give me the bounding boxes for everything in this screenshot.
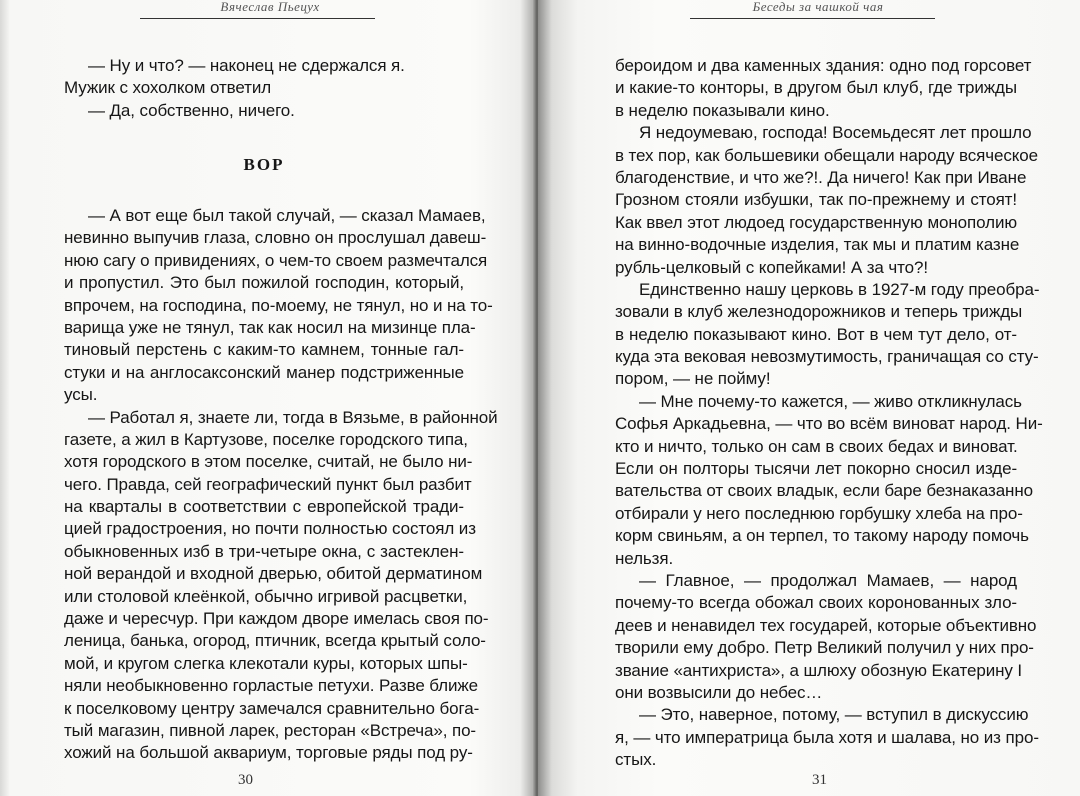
text-line: — Это, наверное, потому, — вступил в дискуссию (639, 705, 1029, 725)
left-body-text (64, 205, 498, 765)
text-line: леница, банька, огород, птичник, всегда крытый соло- (64, 631, 486, 651)
text-line: ной верандой и входной дверью, обитой дерматином (64, 564, 483, 584)
text-line: Как ввел этот людоед государственную монополию (615, 212, 1017, 232)
text-line: невинно выпучив глаза, словно он прослушал давеш- (64, 228, 487, 248)
text-line: благоденствие, и что же?!. Да ничего! Как при Иване (615, 167, 1027, 187)
text-line: усы. (64, 385, 98, 405)
text-line: рубль-целковый с копейками! А за что?! (615, 257, 928, 277)
text-line: тиновый перстень с каким-то камнем, тонные гал- (64, 340, 464, 360)
text-line: кто и ничто, только он сам в своих бедах и виноват. (615, 436, 1018, 456)
text-line: Если он полторы тысячи лет покорно сносил изде- (615, 459, 1017, 479)
text-line: они возвысили до небес… (615, 682, 823, 702)
header-rule-right (690, 18, 935, 19)
text-line: Я недоумеваю, господа! Восемьдесят лет прошло (639, 123, 1032, 143)
text-line: Софья Аркадьевна, — что во всём виноват народ. Ни- (615, 414, 1043, 434)
text-line: деев и ненавидел тех государей, которые объективно (615, 615, 1037, 635)
text-line: впрочем, на господина, по-моему, не тянул, но и на то- (64, 295, 493, 315)
text-line: тый магазин, пивной ларек, ресторан «Встреча», по- (64, 720, 476, 740)
text-line: стуки и на англосаксонский манер подстриженные (64, 362, 464, 382)
text-line: газете, а жил в Картузове, поселке городского типа, (64, 429, 468, 449)
text-line: — Да, собственно, ничего. (88, 100, 295, 120)
text-line: нюю сагу о привидениях, о чем-то своем размечтался (64, 250, 488, 270)
text-line: я, — что императрица была хотя и шалава, но из про- (615, 727, 1039, 747)
text-line: пором, — не пойму! (615, 369, 771, 389)
text-line: в неделю показывали кино. (615, 100, 830, 120)
text-line: и какие-то конторы, в другом был клуб, где трижды (615, 78, 1017, 98)
running-head-left: Вячеслав Пьецух (220, 0, 320, 14)
right-page (538, 0, 1080, 796)
text-line: Единственно нашу церковь в 1927-м году преобра- (639, 279, 1040, 299)
text-line: нельзя. (615, 548, 674, 568)
text-line: стых. (615, 750, 657, 770)
text-line: или столовой клеёнкой, обычно игривой расцветки, (64, 586, 468, 606)
text-line: цией градостроения, но почти полностью состоял из (64, 519, 476, 539)
text-line: почему-то всегда обожал своих коронованных зло- (615, 593, 1017, 613)
text-line: обыкновенных изб в три-четыре окна, с застеклен- (64, 541, 464, 561)
text-line: варища уже не тянул, так как носил на мизинце пла- (64, 317, 476, 337)
text-line: — Ну и что? — наконец не сдержался я. (88, 56, 405, 75)
text-line: отбирали у него последнюю горбушку хлеба на про- (615, 503, 1023, 523)
text-line: даже и чересчур. При каждом дворе имелась своя по- (64, 609, 489, 629)
text-line: Грозном стояли избушки, так по-прежнему и стоят! (615, 190, 1017, 210)
running-head-right: Беседы за чашкой чая (752, 0, 884, 14)
text-line: чего. Правда, сей географический пункт был разбит (64, 474, 472, 494)
text-line: творили ему добро. Петр Великий получил у них про- (615, 638, 1034, 658)
text-line: — Главное, — продолжал Мамаев, — народ (639, 570, 1017, 590)
text-line: Мужик с хохолком ответил (64, 78, 272, 98)
header-rule-left (140, 18, 375, 19)
left-page (0, 0, 538, 796)
text-line: — Мне почему-то кажется, — живо откликнулась (639, 391, 1022, 411)
text-line: в тех пор, как большевики обещали народу всяческое (615, 145, 1038, 165)
text-line: звание «антихриста», а шлюху обозную Екатерину I (615, 660, 1023, 680)
text-line: хотя городского в этом поселке, считай, не было ни- (64, 452, 473, 472)
page-number-left: 30 (238, 772, 253, 788)
text-line: в неделю показывают кино. Вот в чем тут дело, от- (615, 324, 1017, 344)
text-line: мой, и кругом слегка клекотали куры, которых шпы- (64, 653, 468, 673)
right-body-text (615, 55, 1043, 772)
section-title: ВОР (243, 155, 285, 174)
text-line: на винно-водочные изделия, так мы и платим казне (615, 235, 1020, 255)
text-line: няли необыкновенно горластые петухи. Разве ближе (64, 676, 479, 696)
text-line: зовали в клуб железнодорожников и теперь трижды (615, 302, 1023, 322)
text-line: корм свиньям, а он терпел, то такому народу помочь (615, 526, 1029, 546)
text-line: хожий на большой аквариум, торговые ряды под ру- (64, 743, 473, 763)
text-line: — А вот еще был такой случай, — сказал Мамаев, (88, 206, 486, 225)
text-line: бероидом и два каменных здания: одно под горсовет (615, 56, 1032, 75)
text-line: вательства от своих владык, если баре безнаказанно (615, 481, 1033, 501)
text-line: к поселковому центру замечался сравнительно бога- (64, 698, 480, 718)
text-line: и пропустил. Это был пожилой господин, который, (64, 273, 464, 293)
text-line: куда эта вековая невозмутимость, граничащая со сту- (615, 347, 1039, 367)
page-number-right: 31 (812, 772, 827, 788)
intro-dialogue (64, 55, 464, 122)
text-line: на кварталы в соответствии с европейской тради- (64, 497, 464, 517)
text-line: — Работал я, знаете ли, тогда в Вязьме, в районной (88, 407, 498, 427)
